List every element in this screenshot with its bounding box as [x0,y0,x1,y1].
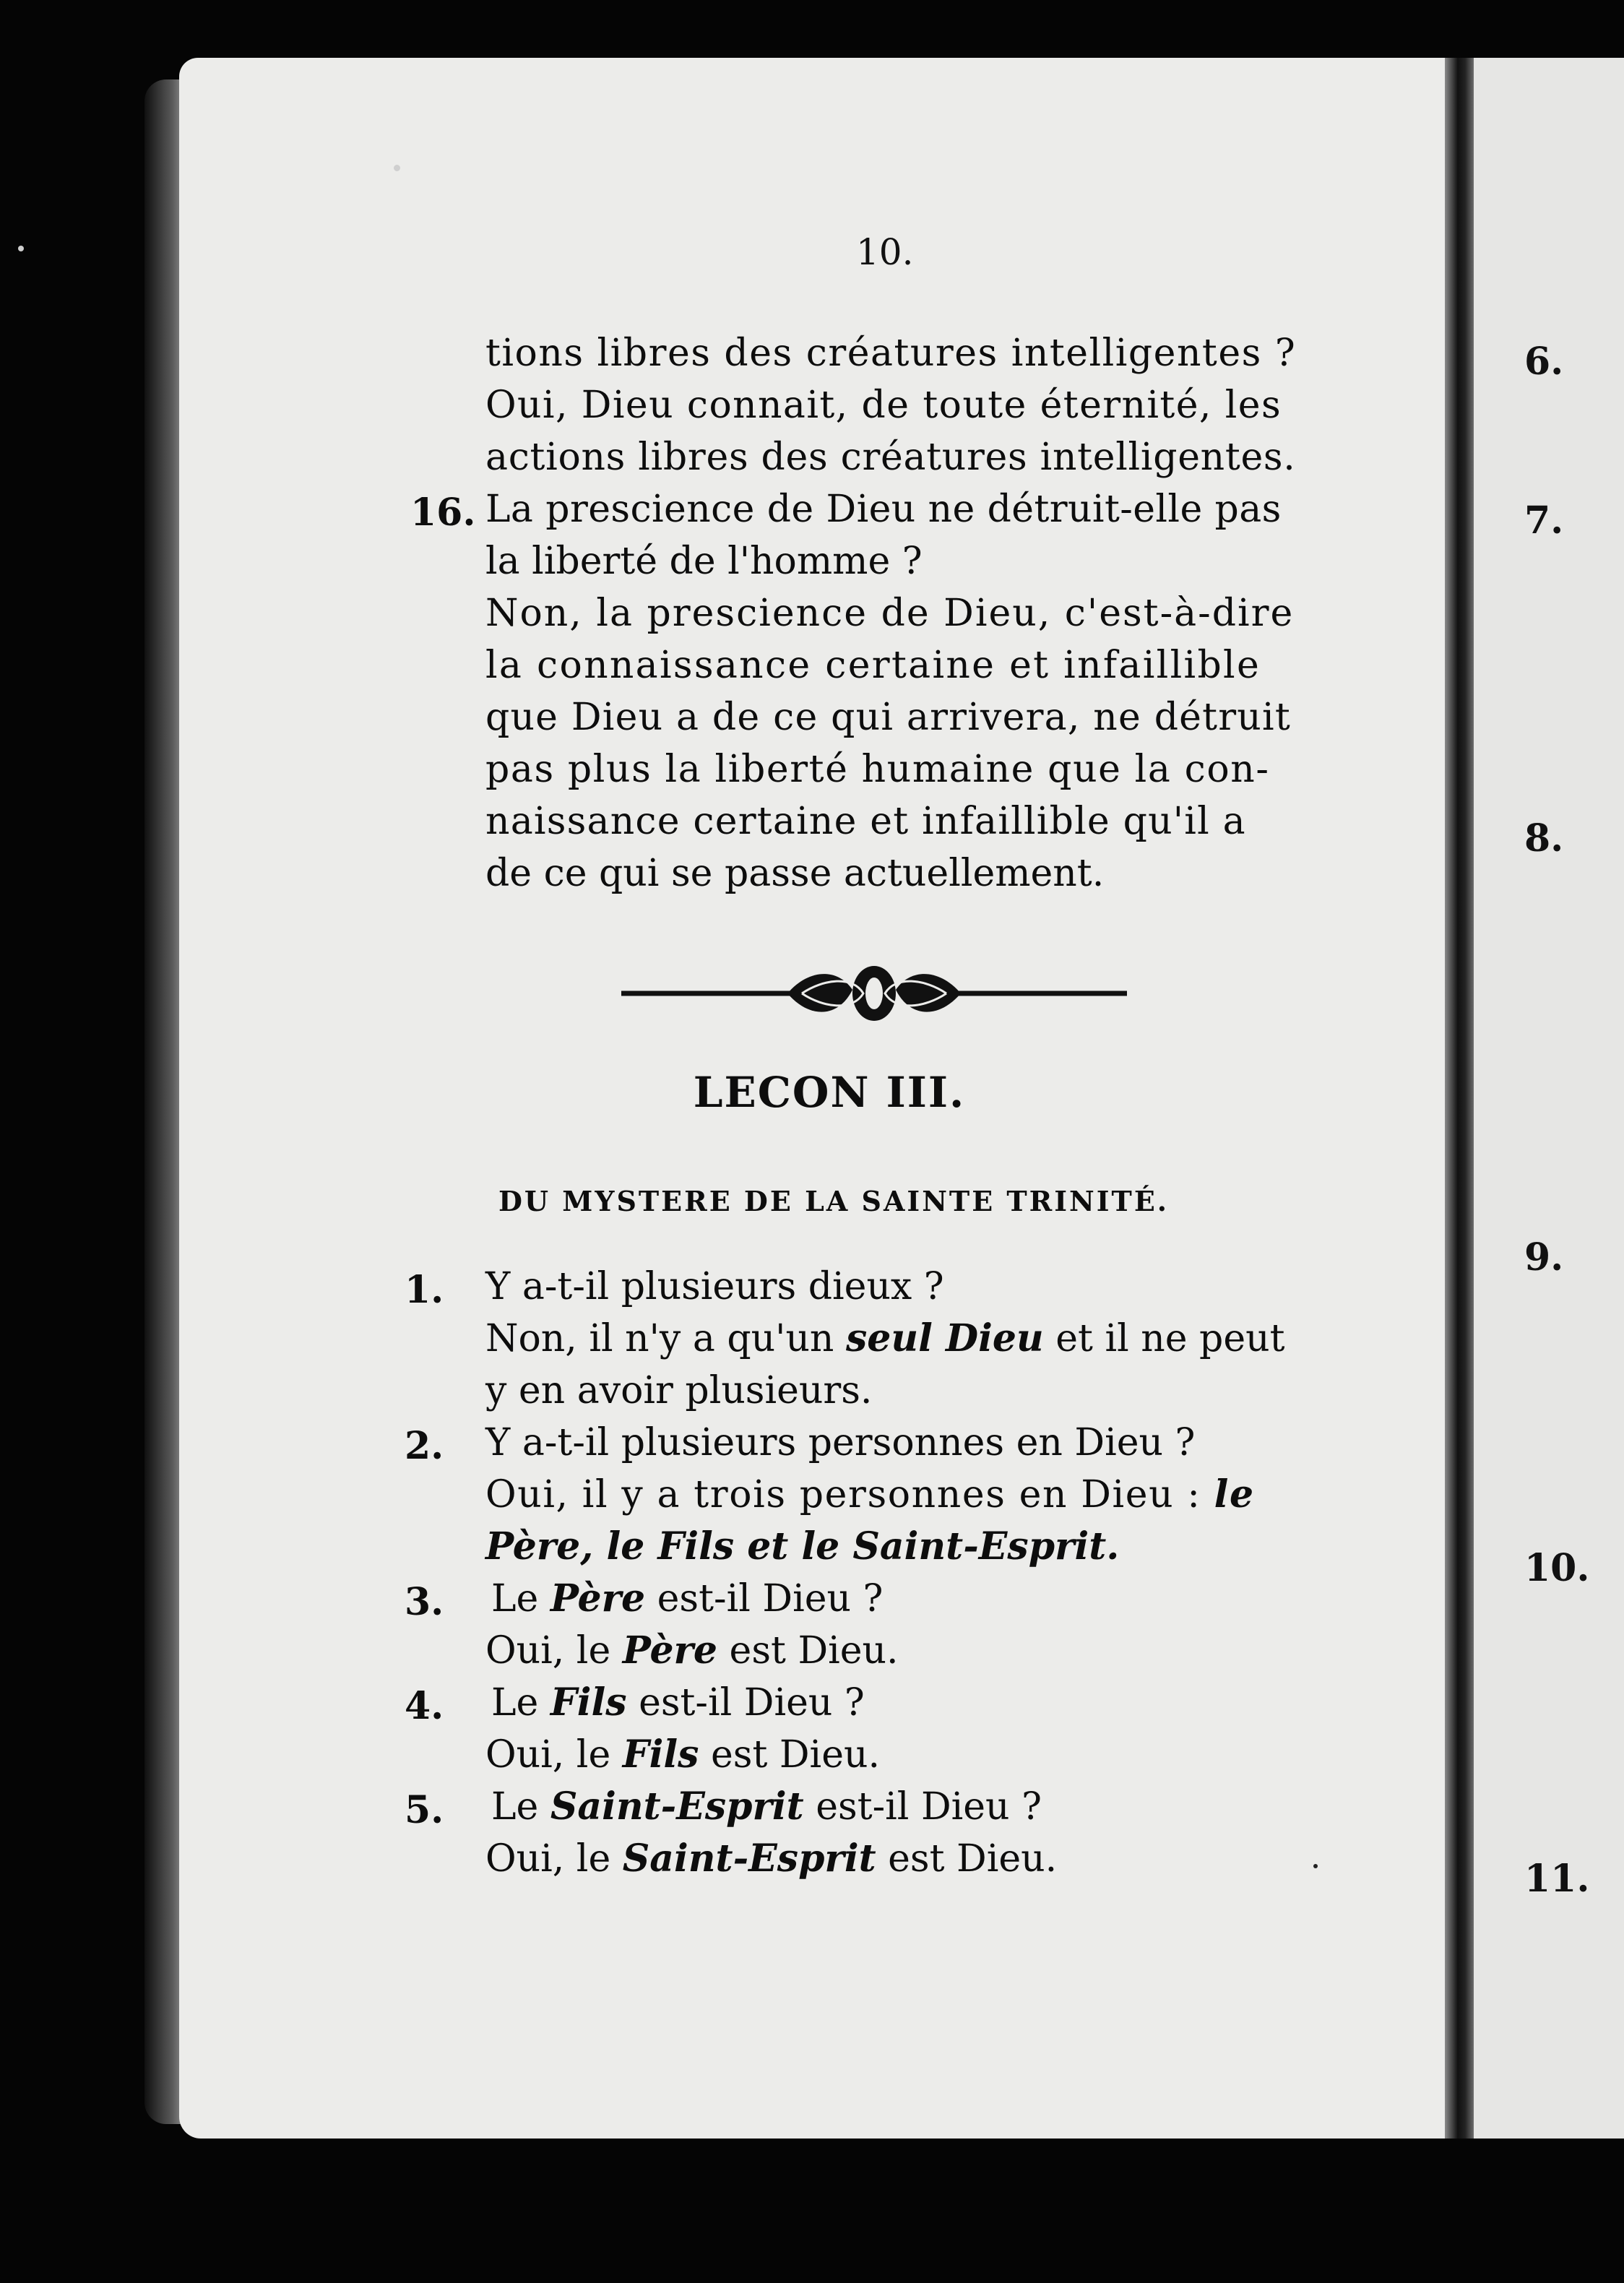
facing-page-number: 10. [1524,1546,1590,1590]
question-number: 1. [405,1268,444,1312]
answer-text: de ce qui se passe actuellement. [485,852,1105,895]
lesson-subtitle: DU MYSTERE DE LA SAINTE TRINITÉ. [498,1185,1170,1217]
facing-page-number: 9. [1524,1235,1564,1279]
question-number: 3. [405,1580,444,1624]
question-number: 4. [405,1684,444,1728]
text-line: actions libres des créatures intelligentes. [485,436,1296,479]
answer-text: pas plus la liberté humaine que la con- [485,748,1270,791]
facing-page-number: 8. [1524,816,1564,860]
paper-speck [18,246,24,251]
ornament-divider [621,961,1127,1026]
answer-text: Oui, le Père est Dieu. [485,1628,899,1673]
question-text: Le Fils est-il Dieu ? [491,1680,865,1725]
question-number: 2. [405,1424,444,1468]
text-line: Oui, Dieu connait, de toute éternité, les [485,384,1282,427]
answer-text: y en avoir plusieurs. [485,1369,873,1412]
paper-speck [1313,1864,1318,1868]
answer-text: Oui, le Saint-Esprit est Dieu. [485,1837,1058,1881]
question-text: Le Saint-Esprit est-il Dieu ? [491,1784,1042,1829]
question-text: La prescience de Dieu ne détruit-elle pas [485,488,1282,531]
page-number: 10. [856,231,914,273]
question-text: Y a-t-il plusieurs dieux ? [485,1265,944,1308]
facing-page-number: 7. [1524,499,1564,543]
answer-text: Oui, le Fils est Dieu. [485,1732,880,1777]
question-number: 16. [410,491,476,535]
answer-text: Non, la prescience de Dieu, c'est-à-dire [485,592,1295,635]
answer-text: naissance certaine et infaillible qu'il a [485,800,1246,843]
text-line: tions libres des créatures intelligentes ? [485,332,1297,375]
facing-page-number: 6. [1524,340,1564,384]
question-text: la liberté de l'homme ? [485,540,923,583]
paper-speck [394,165,400,171]
answer-text: que Dieu a de ce qui arrivera, ne détruit [485,696,1291,739]
question-text: Y a-t-il plusieurs personnes en Dieu ? [485,1421,1196,1464]
question-number: 5. [405,1788,444,1832]
answer-text: Oui, il y a trois personnes en Dieu : le [485,1472,1255,1516]
facing-page-number: 11. [1524,1857,1590,1901]
lesson-title: LECON III. [693,1068,966,1117]
answer-text: Non, il n'y a qu'un seul Dieu et il ne peut [485,1316,1285,1360]
answer-text: la connaissance certaine et infaillible [485,644,1261,687]
question-text: Le Père est-il Dieu ? [491,1576,884,1620]
answer-text: Père, le Fils et le Saint-Esprit. [485,1524,1120,1568]
